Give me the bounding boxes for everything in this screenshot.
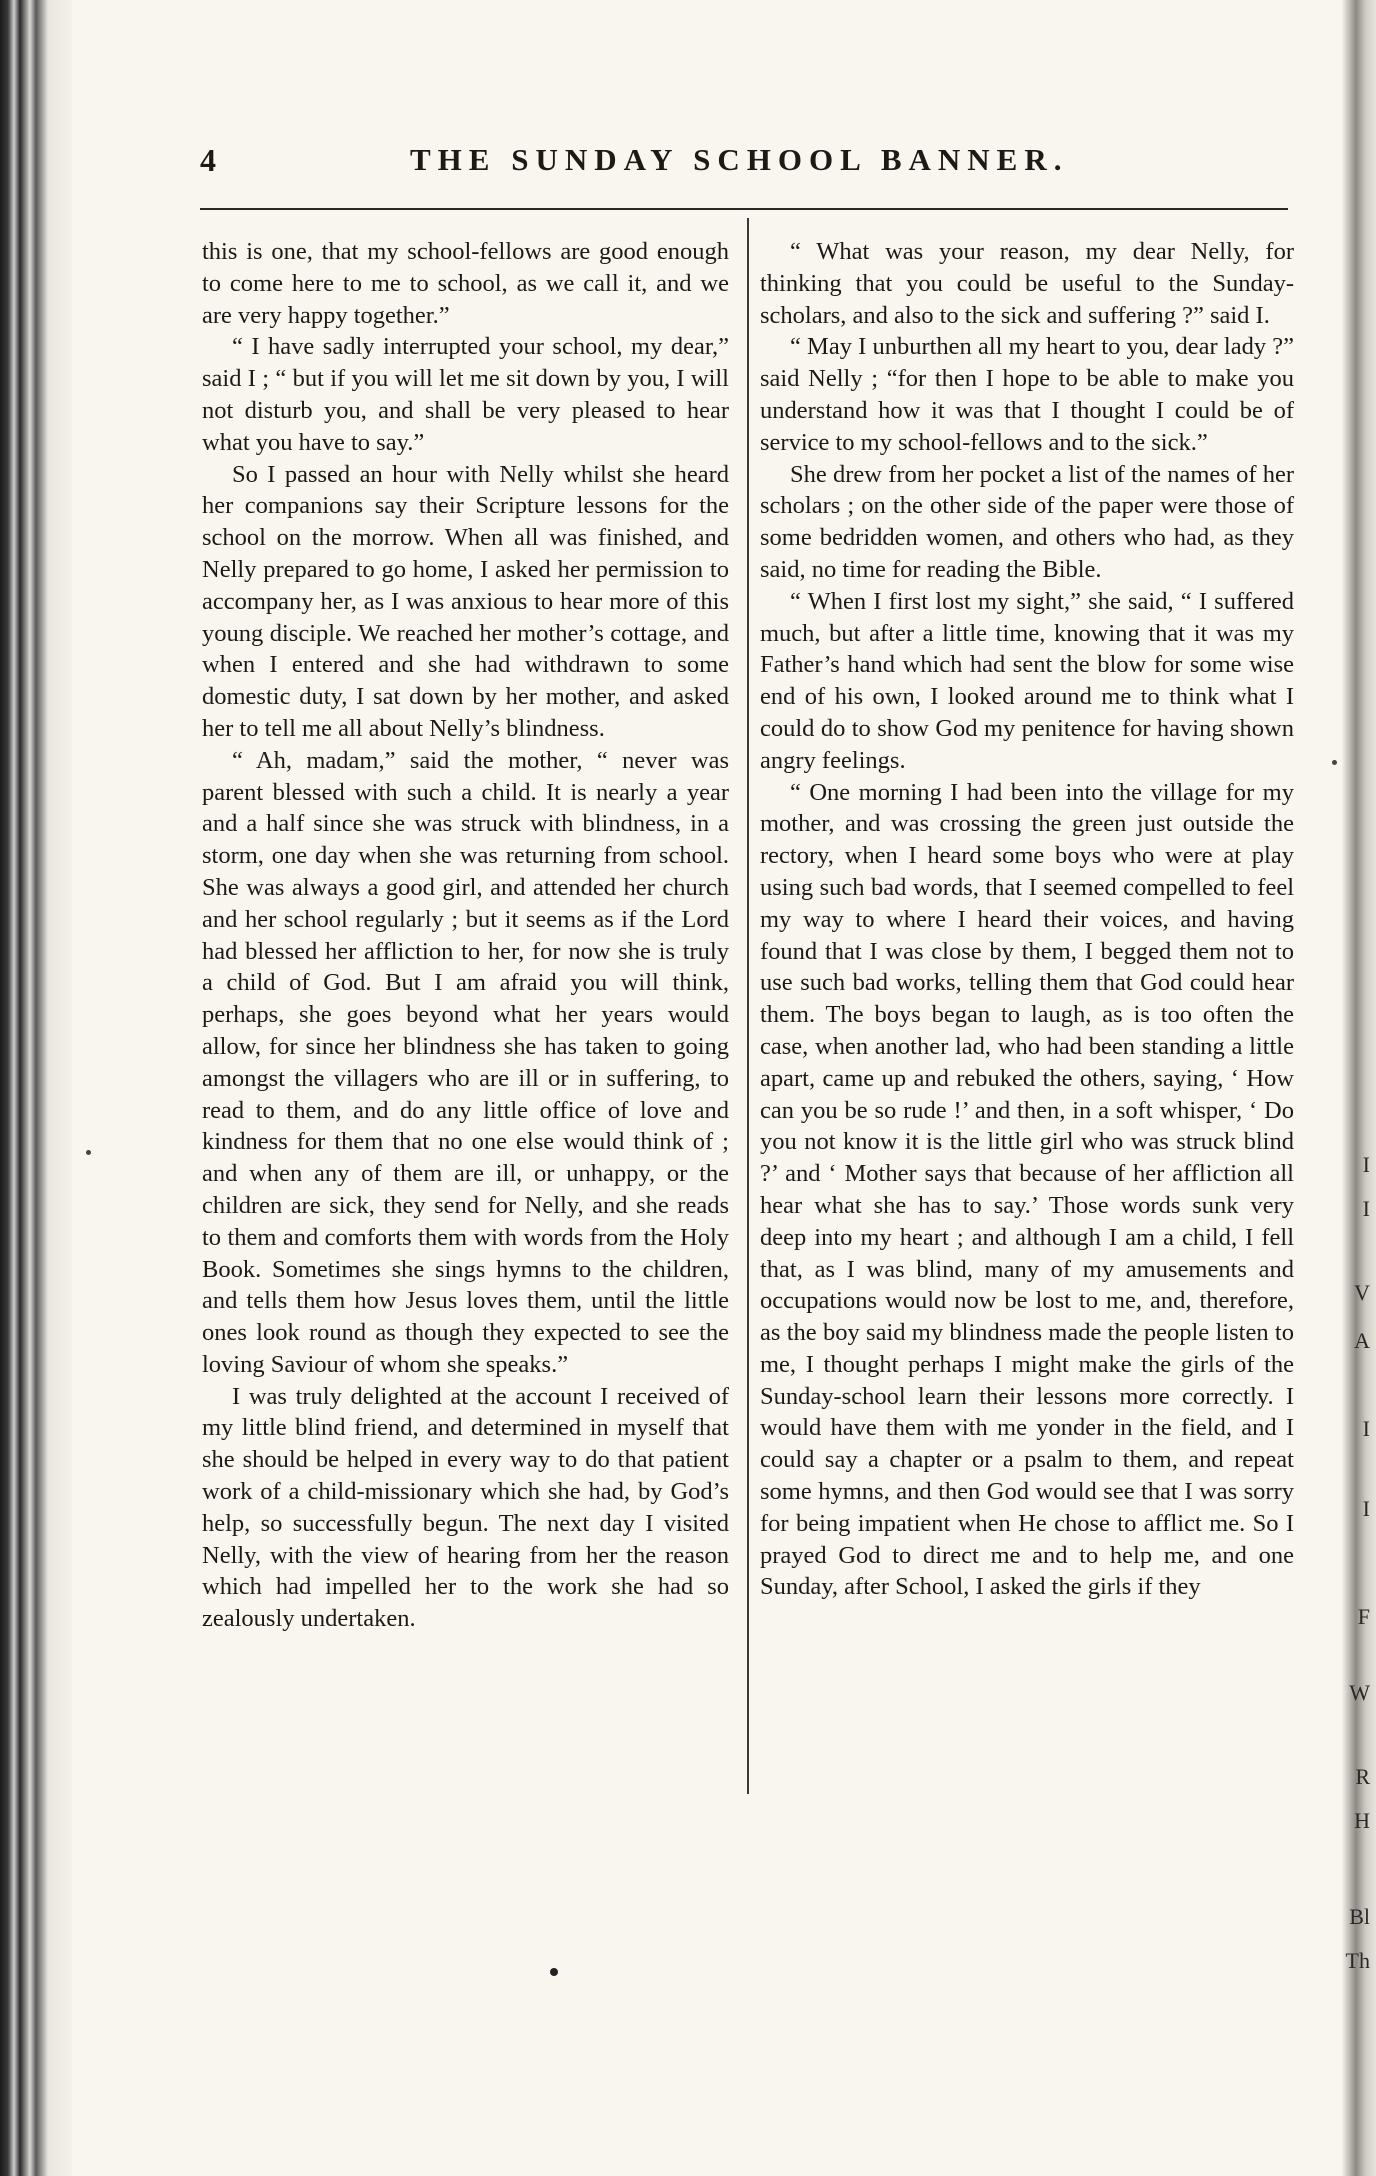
- edge-letter: A: [1354, 1328, 1370, 1353]
- paragraph: “ I have sadly interrupted your school, my dear,” said I ; “ but if you will let me sit down by you, I will not disturb you, and shall be very pleased to hear what you have to say.”: [202, 333, 729, 456]
- edge-letter: I: [1362, 1152, 1370, 1177]
- edge-letter: W: [1349, 1680, 1370, 1705]
- edge-letter: F: [1357, 1604, 1370, 1629]
- running-title: THE SUNDAY SCHOOL BANNER.: [410, 142, 1069, 177]
- paragraph: So I passed an hour with Nelly whilst she heard her companions say their Scripture lessons for the school on the morrow. When all was finished, and Nelly prepared to go home, I asked her permission to accompany her, as I was anxious to hear more of this young disciple. We reached her mother’s cottage, and when I entered and she had withdrawn to some domestic duty, I sat down by her mother, and asked her to tell me all about Nelly’s blindness.: [202, 460, 729, 742]
- ink-dot: [550, 1968, 558, 1976]
- paragraph: “ One morning I had been into the village for my mother, and was crossing the green just outside the rectory, when I heard some boys who were at play using such bad words, that I seemed compelled to feel my way to where I heard their voices, and having found that I was close by them, I begged them not to use such bad works, telling them that God could hear them. The boys began to laugh, as is too often the case, when another lad, who had been standing a little apart, came up and rebuked the others, saying, ‘ How can you be so rude !’ and then, in a soft whisper, ‘ Do you not know it is the little girl who was struck blind ?’ and ‘ Mother says that because of her affliction all hear what she has to say.’ Those words sunk very deep into my heart ; and although I am a child, I fell that, as I was blind, many of my amusements and occupations would now be lost to me, and, therefore, as the boy said my blindness made the people listen to me, I thought perhaps I might make the girls of the Sunday-school learn their lessons more correctly. I would have them with me yonder in the field, and I could say a chapter or a psalm to them, and repeat some hymns, and then God would see that I was sorry for being impatient when He chose to afflict me. So I prayed God to direct me and to help me, and one Sunday, after School, I asked the girls if they: [760, 778, 1294, 1601]
- paragraph: She drew from her pocket a list of the names of her scholars ; on the other side of the paper were those of some bedridden women, and others who had, as they said, no time for reading the Bible.: [760, 460, 1294, 583]
- book-binding-edge: [0, 0, 72, 2176]
- paragraph: “ What was your reason, my dear Nelly, for thinking that you could be useful to the Sunday-scholars, and also to the sick and suffering ?” said I.: [760, 238, 1294, 329]
- running-header: [200, 142, 1260, 182]
- edge-letter: R: [1355, 1764, 1370, 1789]
- edge-letter: I: [1362, 1196, 1370, 1221]
- column-divider: [747, 218, 749, 1794]
- paragraph: I was truly delighted at the account I received of my little blind friend, and determined in myself that she should be helped in every way to do that patient work of a child-missionary which she had, by God’s help, so successfully begun. The next day I visited Nelly, with the view of hearing from her the reason which had impelled her to the work she had so zealously undertaken.: [202, 1382, 729, 1633]
- edge-letter: V: [1354, 1280, 1370, 1305]
- edge-letter: I: [1362, 1496, 1370, 1521]
- ink-speck: [1332, 760, 1337, 765]
- facing-page-letters: [1346, 0, 1372, 2176]
- page-number: 4: [200, 142, 216, 178]
- paragraph: “ When I first lost my sight,” she said, “ I suffered much, but after a little time, knowing that it was my Father’s hand which had sent the blow for some wise end of his own, I looked around me to think what I could do to show God my penitence for having shown angry feelings.: [760, 587, 1294, 774]
- right-column: [760, 236, 1294, 1603]
- edge-letter: I: [1362, 1416, 1370, 1441]
- edge-letter: Th: [1345, 1948, 1370, 1973]
- paragraph: “ May I unburthen all my heart to you, dear lady ?” said Nelly ; “for then I hope to be able to make you understand how it was that I thought I could be of service to my school-fellows and to the sick.”: [760, 333, 1294, 456]
- ink-speck: [86, 1150, 91, 1155]
- edge-letter: Bl: [1349, 1904, 1370, 1929]
- paragraph: “ Ah, madam,” said the mother, “ never was parent blessed with such a child. It is nearly a year and a half since she was struck with blindness, in a storm, one day when she was returning from school. She was always a good girl, and attended her church and her school regularly ; but it seems as if the Lord had blessed her affliction to her, for now she is truly a child of God. But I am afraid you will think, perhaps, she goes beyond what her years would allow, for since her blindness she has taken to going amongst the villagers who are ill or in suffering, to read to them, and do any little office of love and kindness for them that no one else would think of ; and when any of them are ill, or unhappy, or the children are sick, they send for Nelly, and she reads to them and comforts them with words from the Holy Book. Sometimes she sings hymns to the children, and tells them how Jesus loves them, until the little ones look round as though they expected to see the loving Saviour of whom she speaks.”: [202, 746, 729, 1378]
- paragraph: this is one, that my school-fellows are good enough to come here to me to school, as we call it, and we are very happy together.”: [202, 238, 729, 329]
- left-column: [202, 236, 729, 1635]
- edge-letter: H: [1354, 1808, 1370, 1833]
- header-rule: [200, 208, 1288, 210]
